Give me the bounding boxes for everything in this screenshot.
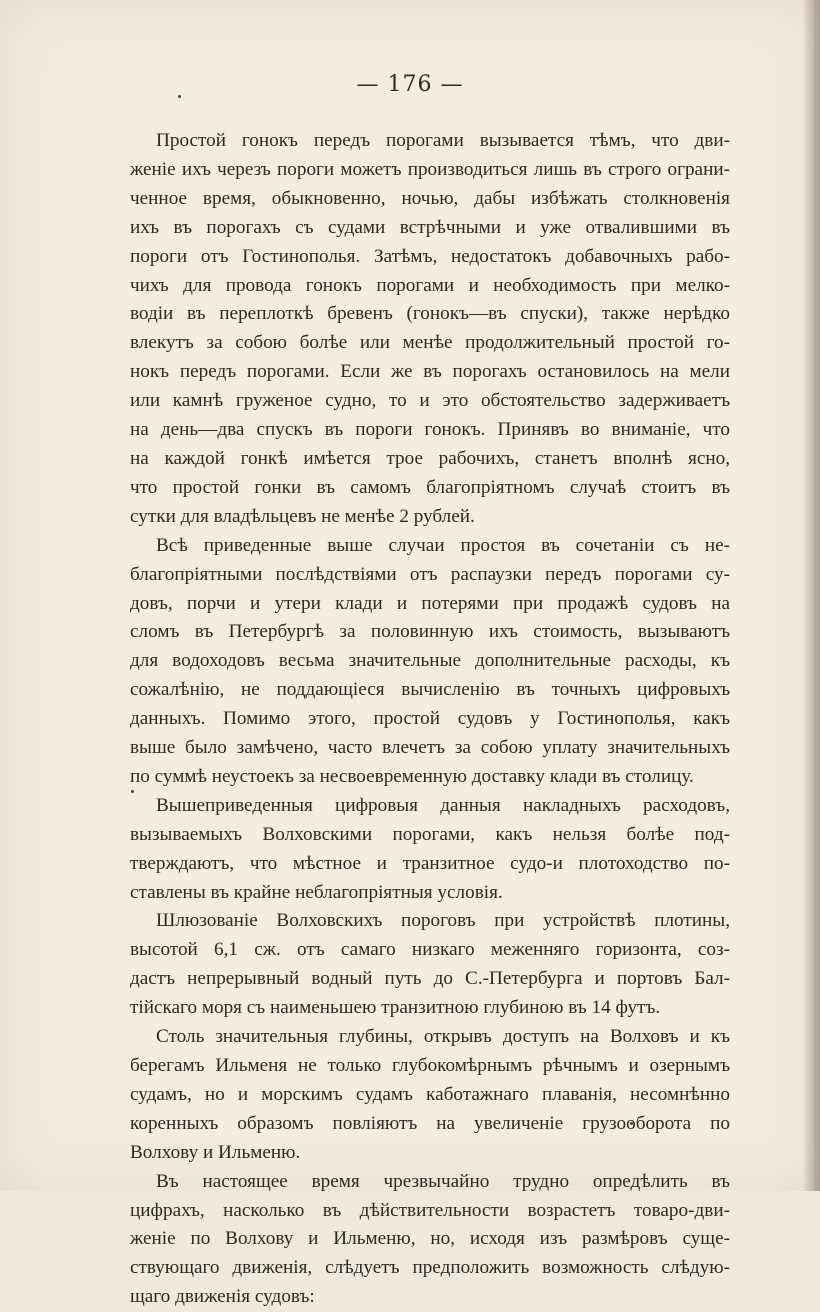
paragraph <box>130 1168 730 1312</box>
text-line: нокъ передъ порогами. Если же въ порогахъ остановилось на мели <box>130 361 730 383</box>
text-line: высотой 6,1 сж. отъ самаго низкаго меженняго горизонта, соз- <box>130 939 730 961</box>
text-line: пороги отъ Гостинополья. Затѣмъ, недостатокъ добавочныхъ рабо- <box>130 245 730 267</box>
page-edge-line <box>814 0 816 1191</box>
text-line: водіи въ переплоткѣ бревенъ (гонокъ—въ спуски), также нерѣдко <box>130 303 730 325</box>
text-line: чихъ для провода гонокъ порогами и необходимость при мелко- <box>130 274 730 296</box>
text-line: цифрахъ, насколько въ дѣйствительности возрастетъ товаро-дви- <box>130 1199 730 1221</box>
text-line: тверждаютъ, что мѣстное и транзитное судо-и плотоходство по- <box>130 852 730 874</box>
text-line: Волхову и Ильменю. <box>130 1141 301 1163</box>
text-line: щаго движенія судовъ: <box>130 1286 315 1308</box>
paragraph <box>130 907 730 1023</box>
text-line: Вышеприведенныя цифровыя данныя накладныхъ расходовъ, <box>156 794 730 816</box>
text-line: вызываемыхъ Волховскими порогами, какъ нельзя болѣе под- <box>130 823 730 845</box>
text-line: ставлены въ крайне неблагопріятныя условія. <box>130 881 503 903</box>
text-line: сожалѣнію, не поддающіеся вычисленію въ точныхъ цифровыхъ <box>130 679 730 701</box>
text-line: Шлюзованіе Волховскихъ пороговъ при устройствѣ плотины, <box>156 910 730 932</box>
text-line: женіе по Волхову и Ильменю, но, исходя изъ размѣровъ суще- <box>130 1228 730 1250</box>
text-line: ствующаго движенія, слѣдуетъ предположить возможность слѣдую- <box>130 1257 730 1279</box>
text-line: Столь значительныя глубины, открывъ доступъ на Волховъ и къ <box>156 1026 730 1048</box>
text-line: сломъ въ Петербургѣ за половинную ихъ стоимость, вызываютъ <box>130 621 730 643</box>
text-line: довъ, порчи и утери клади и потерями при продажѣ судовъ на <box>130 592 730 614</box>
text-line: что простой гонки въ самомъ благопріятномъ случаѣ стоитъ въ <box>130 476 730 498</box>
text-line: или камнѣ груженое судно, то и это обстоятельство задерживаетъ <box>130 390 730 412</box>
text-line: на каждой гонкѣ имѣется трое рабочихъ, станетъ вполнѣ ясно, <box>130 447 730 469</box>
text-line: для водоходовъ весьма значительные дополнительные расходы, къ <box>130 650 730 672</box>
text-line: ченное время, обыкновенно, ночью, дабы избѣжать столкновенія <box>130 187 730 209</box>
text-line: благопріятными послѣдствіями отъ распаузки передъ порогами су- <box>130 563 730 585</box>
body-text <box>130 127 730 1312</box>
paragraph <box>130 792 730 908</box>
text-line: Всѣ приведенные выше случаи простоя въ сочетаніи съ не- <box>156 534 730 556</box>
text-line: дастъ непрерывный водный путь до С.-Петербурга и портовъ Бал- <box>130 968 730 990</box>
text-line: Простой гонокъ передъ порогами вызывается тѣмъ, что дви- <box>156 130 730 151</box>
text-line: данныхъ. Помимо этого, простой судовъ у Гостинополья, какъ <box>130 708 730 730</box>
paragraph <box>130 1023 730 1168</box>
text-line: на день—два спускъ въ пороги гонокъ. Принявъ во вниманіе, что <box>130 419 730 441</box>
text-line: судамъ, но и морскимъ судамъ каботажнаго плаванія, несомнѣнно <box>130 1083 730 1105</box>
text-line: Въ настоящее время чрезвычайно трудно опредѣлить въ <box>156 1170 730 1192</box>
text-line: по суммѣ неустоекъ за несвоевременную доставку клади въ столицу. <box>130 765 694 787</box>
text-line: влекутъ за собою болѣе или менѣе продолжительный простой го- <box>130 332 730 354</box>
text-line: коренныхъ образомъ повліяютъ на увеличеніе грузооборота по <box>130 1112 730 1134</box>
text-line: берегамъ Ильменя не только глубокомѣрнымъ рѣчнымъ и озернымъ <box>130 1055 730 1076</box>
text-line: тійскаго моря съ наименьшею транзитною глубиною въ 14 футъ. <box>130 997 661 1019</box>
text-line: выше было замѣчено, часто влечетъ за собою уплату значительныхъ <box>130 737 730 759</box>
paragraph <box>130 532 730 792</box>
text-line: ихъ въ порогахъ съ судами встрѣчными и уже отвалившими въ <box>130 216 730 238</box>
page-edge-shadow <box>802 0 820 1191</box>
text-line: сутки для владѣльцевъ не менѣе 2 рублей. <box>130 505 475 527</box>
paragraph <box>130 127 730 532</box>
text-line: женіе ихъ черезъ пороги можетъ производиться лишь въ строго ограни- <box>130 158 730 180</box>
page-number: — 176 — <box>356 72 464 97</box>
